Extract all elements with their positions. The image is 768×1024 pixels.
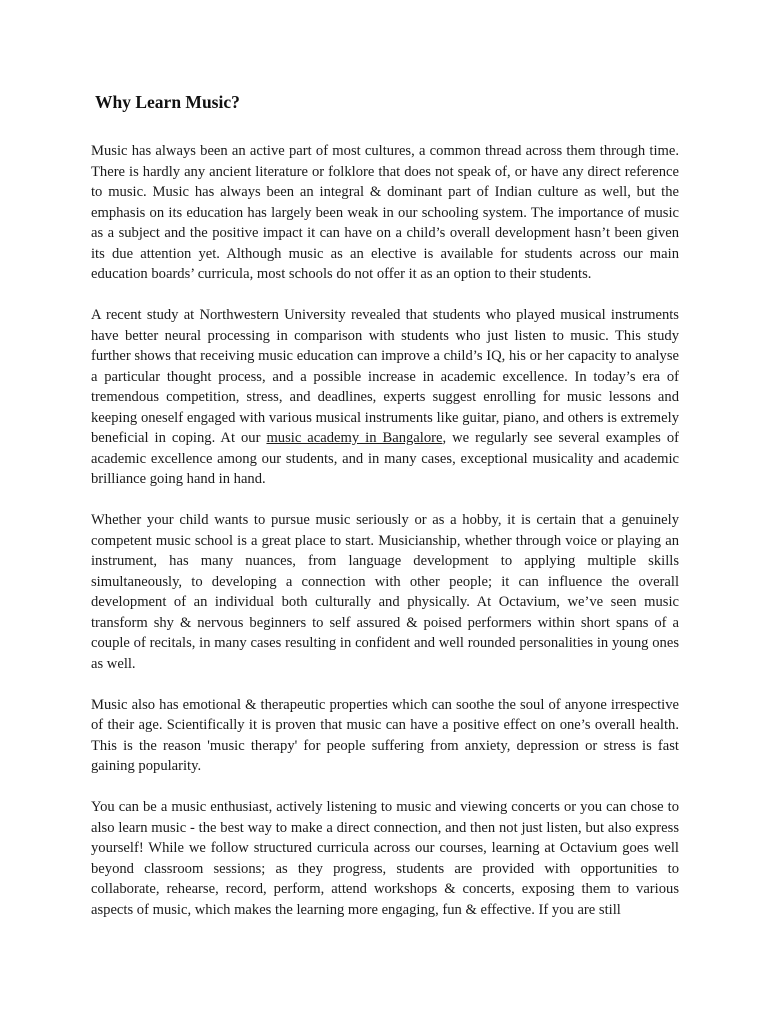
paragraph-music-school: Whether your child wants to pursue music seriously or as a hobby, it is certain that a genuinely competent music school is a great place to start. Musicianship, whether through voice or playing an instrument, has many nuances, from language development to applying multiple skills simultaneously, to developing a connection with other people; it can influence the overall development of an individual both culturally and physically. At Octavium, we’ve seen music transform shy & nervous beginners to self assured & poised performers within short spans of a couple of recitals, in many cases resulting in confident and well rounded personalities in young ones as well. (91, 512, 679, 672)
paragraph-intro: Music has always been an active part of most cultures, a common thread across them through time. There is hardly any ancient literature or folklore that does not speak of, or have any direct reference to music. Music has always been an integral & dominant part of Indian culture as well, but the emphasis on its education has largely been weak in our schooling system. The importance of music as a subject and the positive impact it can have on a child’s overall development hasn’t been given its due attention yet. Although music as an elective is available for students across our main education boards’ curricula, most schools do not offer it as an option to their students. (91, 143, 679, 282)
paragraph-study-text-before: A recent study at Northwestern University revealed that students who played musical instruments have better neural processing in comparison with students who just listen to music. This study further shows that receiving music education can improve a child’s IQ, his or her capacity to analyse a particular thought process, and a possible increase in academic excellence. In today’s era of tremendous competition, stress, and deadlines, experts suggest enrolling for music lessons and keeping oneself engaged with various musical instruments like guitar, piano, and others is extremely beneficial in coping. At our (91, 307, 679, 446)
music-academy-link[interactable]: music academy in Bangalore (266, 430, 443, 446)
document-body (91, 141, 679, 920)
page-title: Why Learn Music? (95, 92, 240, 112)
paragraph-study (91, 305, 679, 490)
paragraph-study-text-after: , we regularly see several examples of academic excellence among our students, and in many cases, exceptional musicality and academic brilliance going hand in hand. (91, 430, 679, 487)
paragraph-therapeutic: Music also has emotional & therapeutic properties which can soothe the soul of anyone irrespective of their age. Scientifically it is proven that music can have a positive effect on one’s overall health. This is the reason 'music therapy' for people suffering from anxiety, depression or stress is fast gaining popularity. (91, 696, 679, 774)
paragraph-enthusiast: You can be a music enthusiast, actively listening to music and viewing concerts or you can chose to also learn music - the best way to make a direct connection, and then not just listen, but also express yourself! While we follow structured curricula across our courses, learning at Octavium goes well beyond classroom sessions; as they progress, students are provided with opportunities to collaborate, rehearse, record, perform, attend workshops & concerts, exposing them to various aspects of music, which makes the learning more engaging, fun & effective. If you are still (91, 799, 679, 918)
